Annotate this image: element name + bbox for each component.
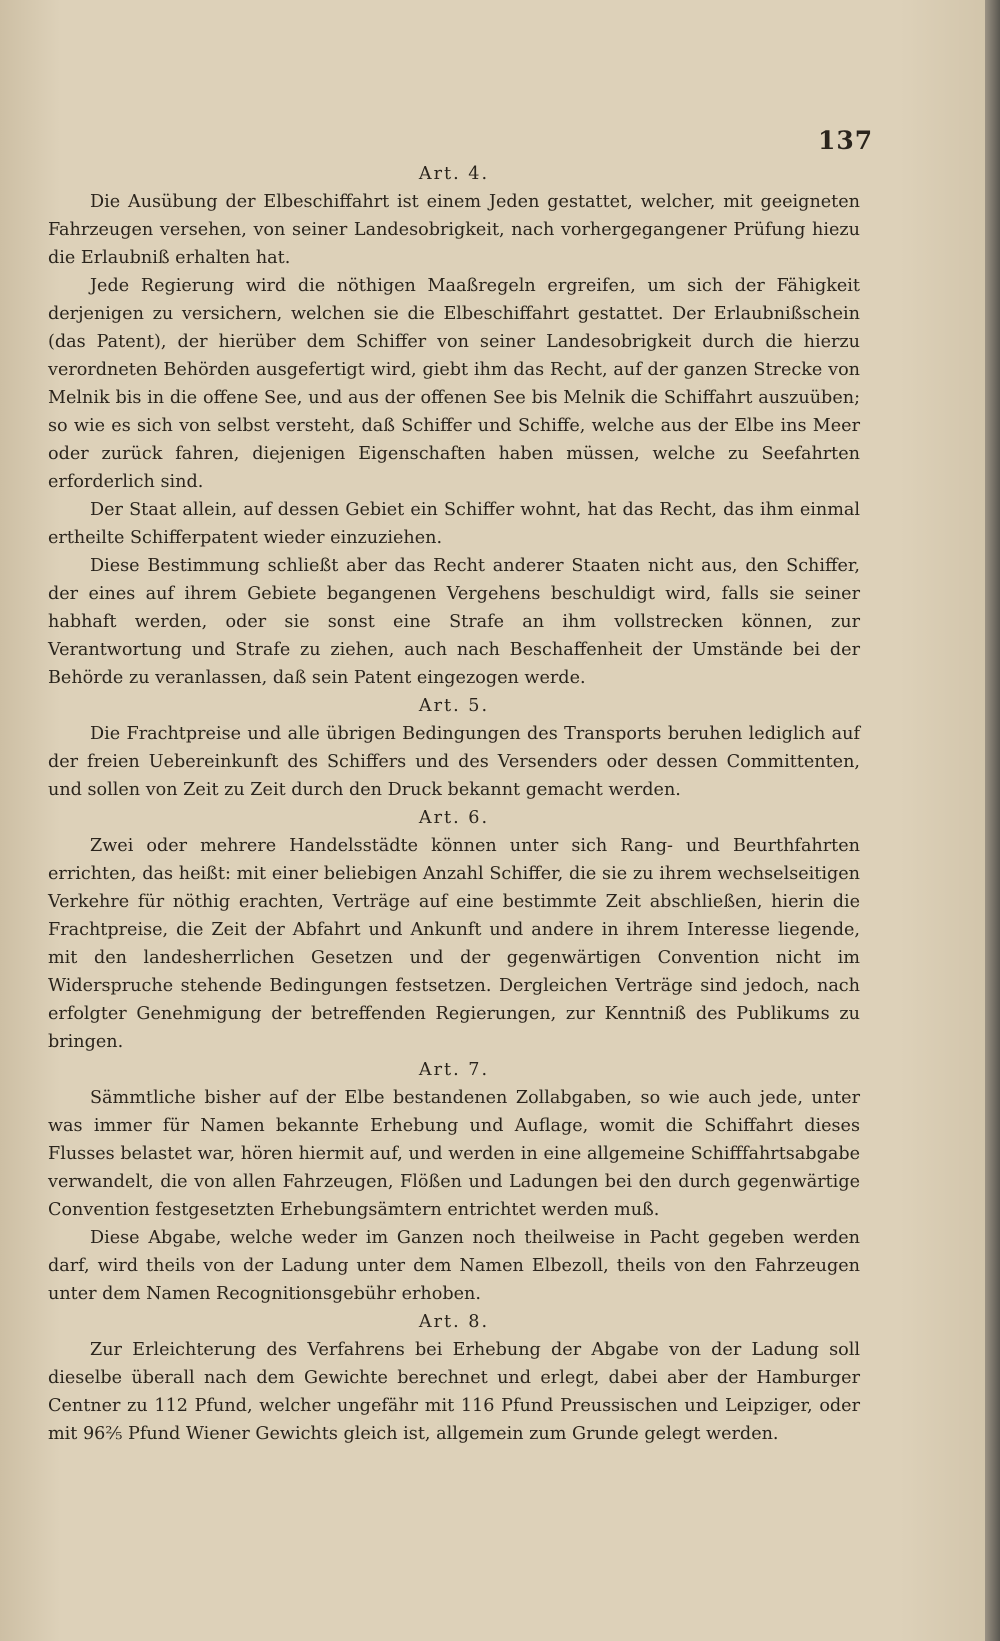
page-body: [48, 160, 860, 1448]
paragraph: Diese Bestimmung schließt aber das Recht anderer Staaten nicht aus, den Schiffer, der eines auf ihrem Gebiete begangenen Vergehens beschuldigt wird, falls sie seiner habhaft werden, oder sie sonst eine Strafe an ihm vollstrecken können, zur Verantwortung und Strafe zu ziehen, auch nach Beschaffenheit der Umstände bei der Behörde zu veranlassen, daß sein Patent eingezogen werde.: [48, 556, 860, 688]
paragraph: Die Ausübung der Elbeschiffahrt ist einem Jeden gestattet, welcher, mit geeigneten Fahrzeugen versehen, von seiner Landesobrigkeit, nach vorhergegangener Prüfung hiezu die Erlaubniß erhalten hat.: [48, 192, 860, 268]
paragraph: Die Frachtpreise und alle übrigen Bedingungen des Transports beruhen lediglich auf der freien Uebereinkunft des Schiffers und des Versenders oder dessen Committenten, und sollen von Zeit zu Zeit durch den Druck bekannt gemacht werden.: [48, 724, 860, 800]
article-heading: Art. 6.: [418, 808, 490, 828]
paragraph: Zur Erleichterung des Verfahrens bei Erhebung der Abgabe von der Ladung soll dieselbe überall nach dem Gewichte berechnet und erlegt, dabei aber der Hamburger Centner zu 112 Pfund, welcher ungefähr mit 116 Pfund Preussischen und Leipziger, oder mit 96⅖ Pfund Wiener Gewichts gleich ist, allgemein zum Grunde gelegt werden.: [48, 1340, 860, 1444]
article-4: [48, 160, 860, 692]
article-heading: Art. 4.: [418, 164, 490, 184]
article-6: [48, 804, 860, 1056]
article-8: [48, 1308, 860, 1448]
paragraph: Jede Regierung wird die nöthigen Maaßregeln ergreifen, um sich der Fähigkeit derjenigen zu versichern, welchen sie die Elbeschiffahrt gestattet. Der Erlaubnißschein (das Patent), der hierüber dem Schiffer von seiner Landesobrigkeit durch die hierzu verordneten Behörden ausgefertigt wird, giebt ihm das Recht, auf der ganzen Strecke von Melnik bis in die offene See, und aus der offenen See bis Melnik die Schiffahrt auszuüben; so wie es sich von selbst versteht, daß Schiffer und Schiffe, welche aus der Elbe ins Meer oder zurück fahren, diejenigen Eigenschaften haben müssen, welche zu Seefahrten erforderlich sind.: [48, 276, 860, 492]
paragraph: Diese Abgabe, welche weder im Ganzen noch theilweise in Pacht gegeben werden darf, wird theils von der Ladung unter dem Namen Elbezoll, theils von den Fahrzeugen unter dem Namen Recognitionsgebühr erhoben.: [48, 1228, 860, 1304]
page-edge-shadow: [985, 0, 1000, 1641]
page-number: 137: [818, 126, 874, 155]
article-5: [48, 692, 860, 804]
paragraph: Sämmtliche bisher auf der Elbe bestandenen Zollabgaben, so wie auch jede, unter was immer für Namen bekannte Erhebung und Auflage, womit die Schiffahrt dieses Flusses belastet war, hören hiermit auf, und werden in eine allgemeine Schifffahrtsabgabe verwandelt, die von allen Fahrzeugen, Flößen und Ladungen bei den durch gegenwärtige Convention festgesetzten Erhebungsämtern entrichtet werden muß.: [48, 1088, 860, 1220]
article-heading: Art. 5.: [418, 696, 490, 716]
article-7: [48, 1056, 860, 1308]
article-heading: Art. 7.: [418, 1060, 490, 1080]
article-heading: Art. 8.: [418, 1312, 490, 1332]
paragraph: Der Staat allein, auf dessen Gebiet ein Schiffer wohnt, hat das Recht, das ihm einmal ertheilte Schifferpatent wieder einzuziehen.: [48, 500, 860, 548]
paragraph: Zwei oder mehrere Handelsstädte können unter sich Rang- und Beurthfahrten errichten, das heißt: mit einer beliebigen Anzahl Schiffer, die sie zu ihrem wechselseitigen Verkehre für nöthig erachten, Verträge auf eine bestimmte Zeit abschließen, hierin die Frachtpreise, die Zeit der Abfahrt und Ankunft und andere in ihrem Interesse liegende, mit den landesherrlichen Gesetzen und der gegenwärtigen Convention nicht im Widerspruche stehende Bedingungen festsetzen. Dergleichen Verträge sind jedoch, nach erfolgter Genehmigung der betreffenden Regierungen, zur Kenntniß des Publikums zu bringen.: [48, 836, 860, 1052]
